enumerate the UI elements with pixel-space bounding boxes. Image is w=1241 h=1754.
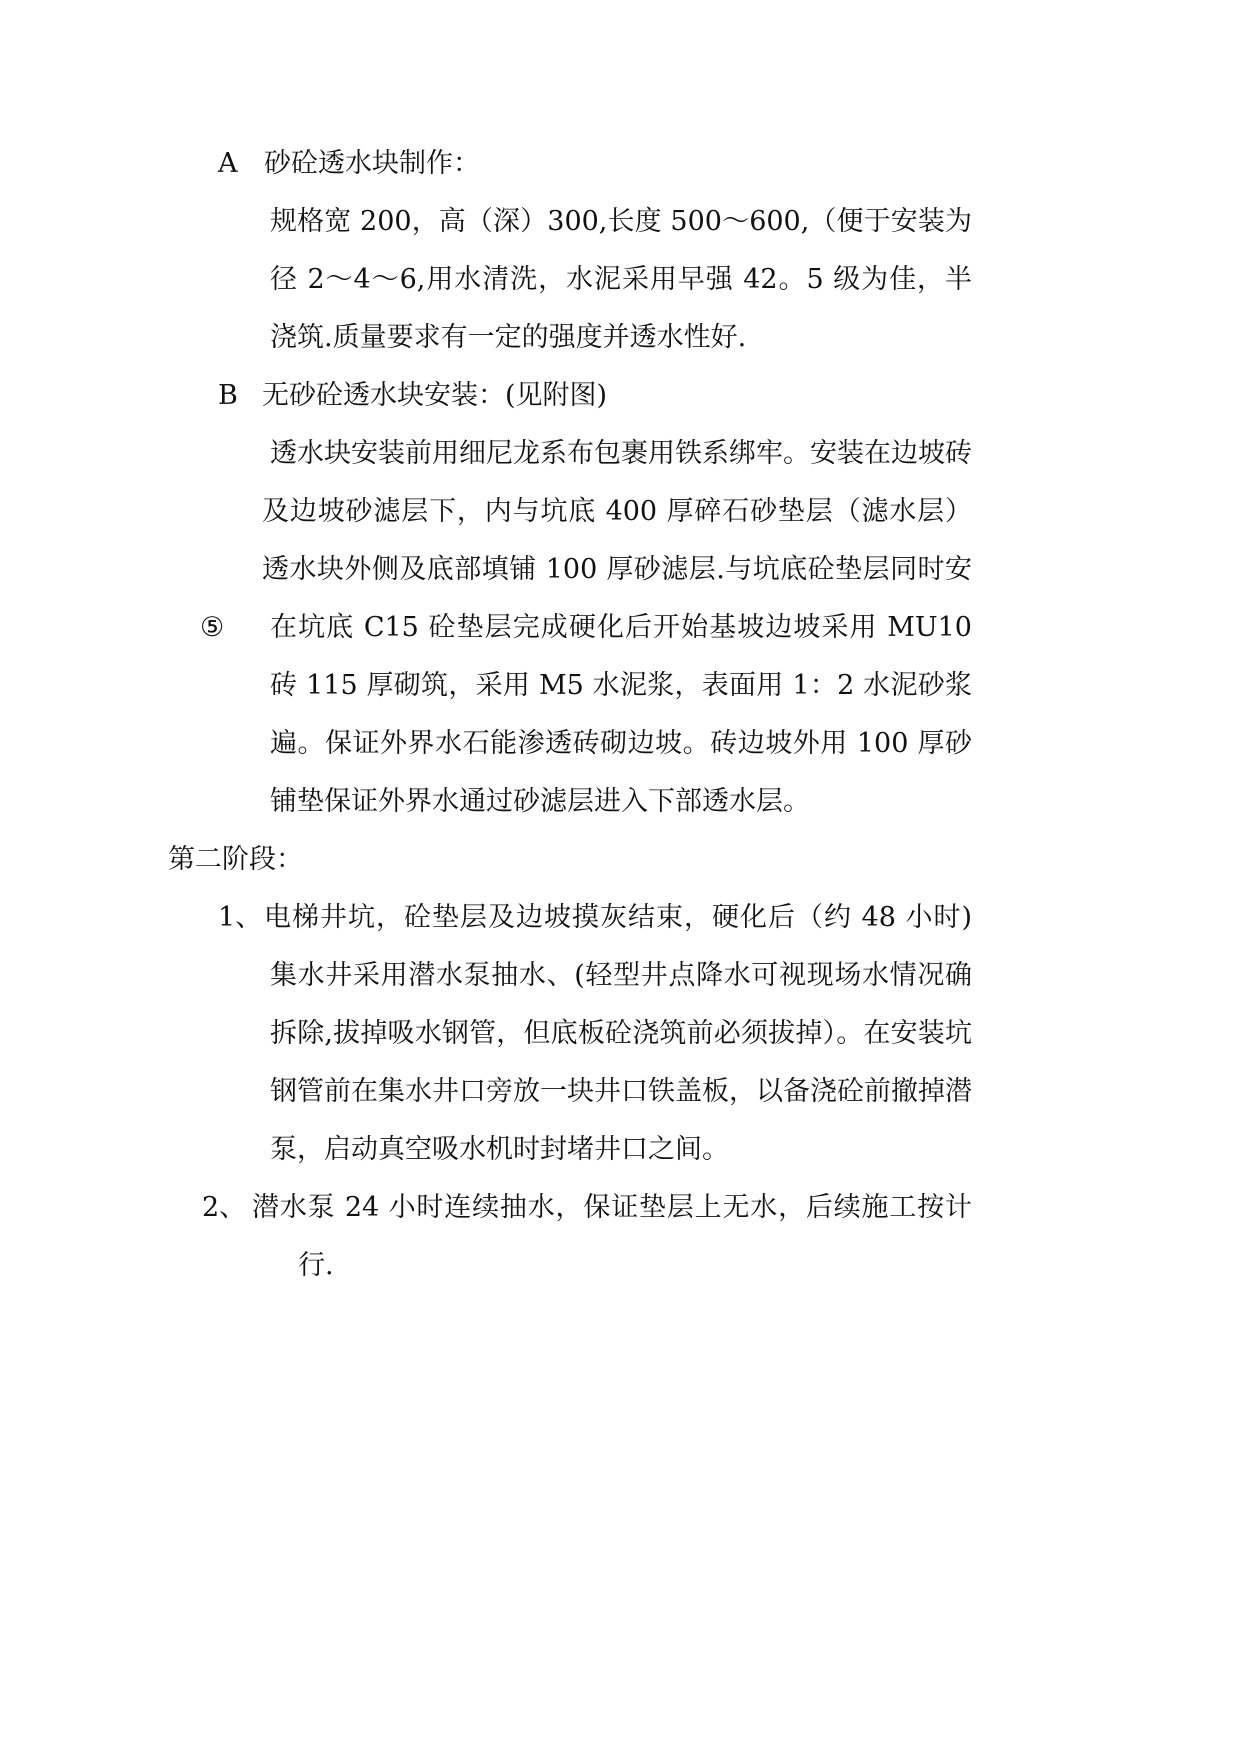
stage-2-heading: 第二阶段：	[168, 844, 303, 875]
section-a-marker: A	[218, 148, 238, 179]
stage-2-item-1-line-2: 集水井采用潜水泵抽水、(轻型井点降水可视现场水情况确	[270, 960, 972, 991]
section-b-line-3: 透水块外侧及底部填铺 100 厚砂滤层.与坑底砼垫层同时安	[262, 554, 972, 585]
section-a-line-2: 径 2～4～6,用水清洗，水泥采用早强 42。5 级为佳，半	[270, 264, 972, 295]
stage-2-item-1-line-3: 拆除,拔掉吸水钢管，但底板砼浇筑前必须拔掉）。在安装坑	[270, 1018, 972, 1049]
section-a-line-3: 浇筑.质量要求有一定的强度并透水性好.	[270, 322, 747, 353]
stage-2-item-1-line-4: 钢管前在集水井口旁放一块井口铁盖板，以备浇砼前撤掉潜	[270, 1076, 972, 1107]
section-a-title: 砂砼透水块制作：	[264, 148, 480, 179]
stage-2-item-1-line-5: 泵，启动真空吸水机时封堵井口之间。	[270, 1134, 729, 1165]
stage-2-item-2-line-2: 行.	[298, 1250, 334, 1281]
section-b-line-2: 及边坡砂滤层下，内与坑底 400 厚碎石砂垫层（滤水层）	[262, 496, 972, 527]
stage-2-item-1-marker: 1、	[218, 902, 263, 933]
stage-2-item-1-line-1: 电梯井坑，砼垫层及边坡摸灰结束，硬化后（约 48 小时)	[264, 902, 972, 933]
item-5-line-1: 在坑底 C15 砼垫层完成硬化后开始基坡边坡采用 MU10	[270, 612, 972, 643]
section-b-title: 无砂砼透水块安装：(见附图)	[262, 380, 608, 411]
section-b-line-1: 透水块安装前用细尼龙系布包裹用铁系绑牢。安装在边坡砖	[270, 438, 972, 469]
stage-2-item-2-marker: 2、	[202, 1192, 247, 1223]
item-5-line-2: 砖 115 厚砌筑，采用 M5 水泥浆，表面用 1：2 水泥砂浆	[270, 670, 972, 701]
item-5-line-3: 遍。保证外界水石能渗透砖砌边坡。砖边坡外用 100 厚砂	[270, 728, 972, 759]
item-5-line-4: 铺垫保证外界水通过砂滤层进入下部透水层。	[270, 786, 810, 817]
item-5-marker: ⑤	[200, 612, 225, 643]
section-b-marker: B	[218, 380, 238, 411]
stage-2-item-2-line-1: 潜水泵 24 小时连续抽水，保证垫层上无水，后续施工按计	[252, 1192, 972, 1223]
section-a-line-1: 规格宽 200，高（深）300,长度 500～600,（便于安装为	[270, 206, 972, 237]
